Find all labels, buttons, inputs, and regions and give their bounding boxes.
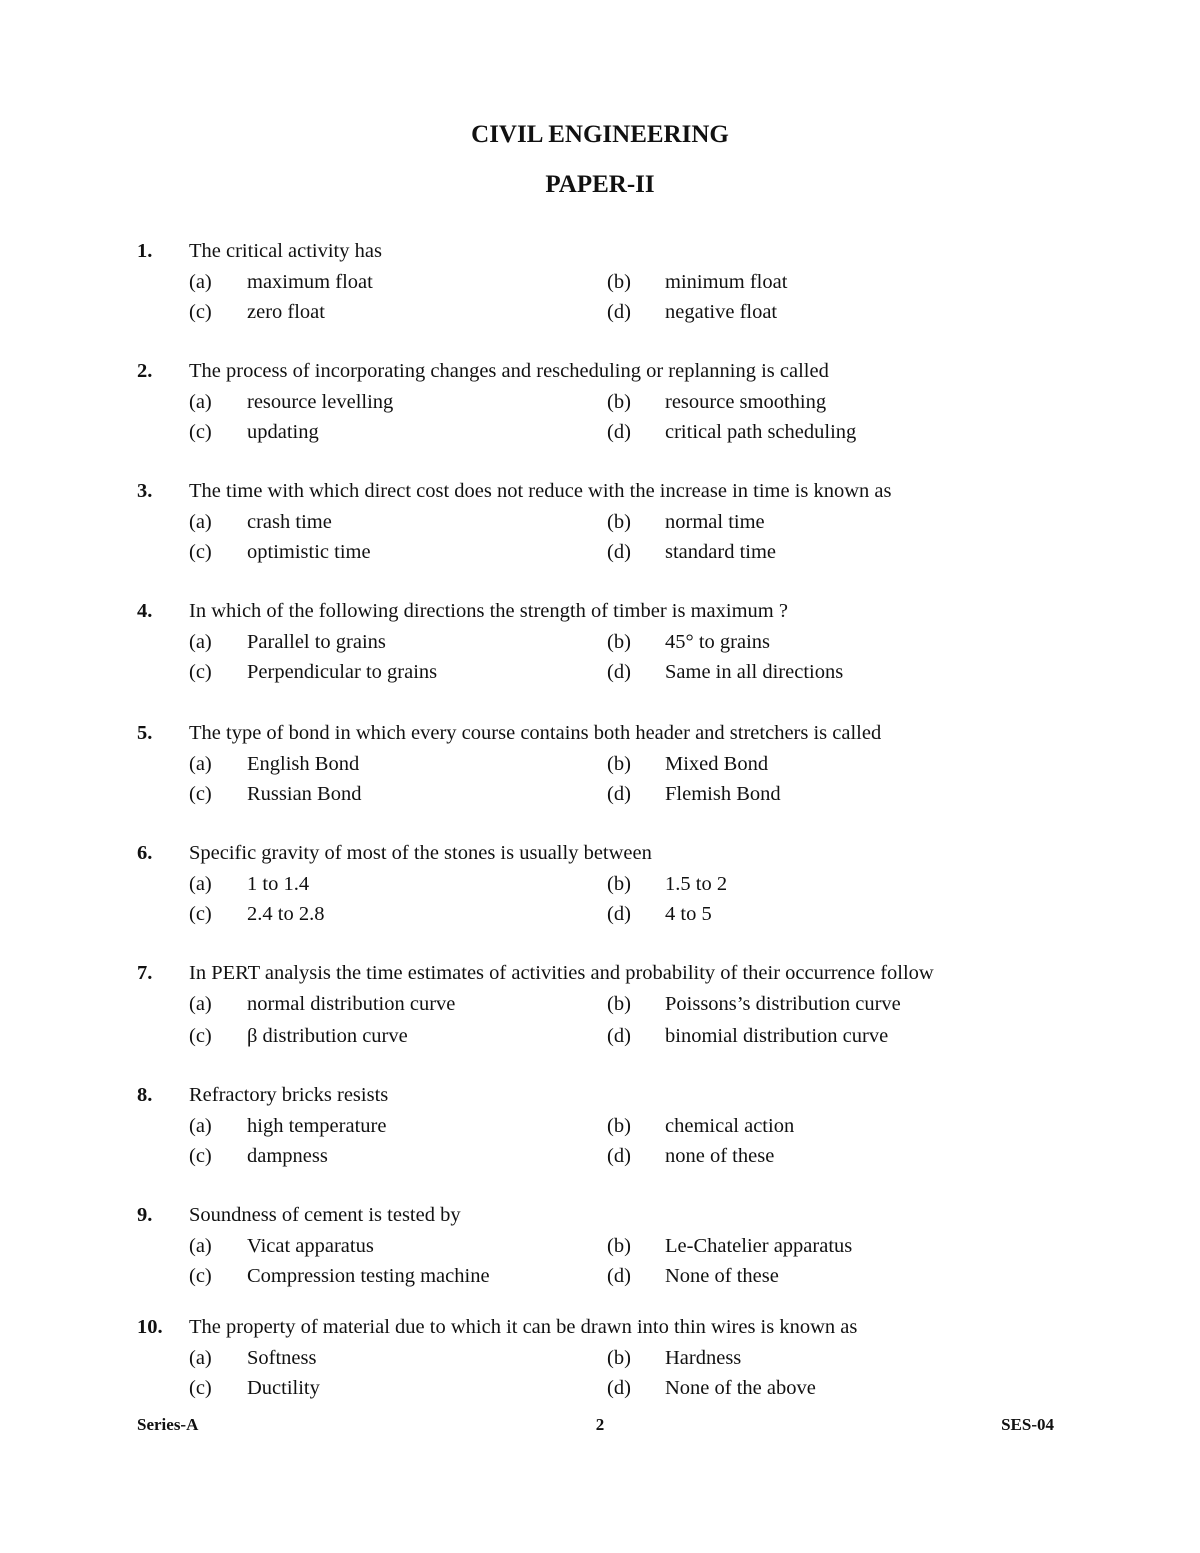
option-text-a: Softness <box>247 1347 317 1369</box>
option-label-b: (b) <box>607 631 631 653</box>
option-text-c: zero float <box>247 301 325 323</box>
option-text-a: Parallel to grains <box>247 631 386 653</box>
option-text-d: Flemish Bond <box>665 783 781 805</box>
option-label-d: (d) <box>607 541 631 563</box>
question-text: The type of bond in which every course contains both header and stretchers is called <box>189 722 882 744</box>
option-text-a: resource levelling <box>247 391 394 413</box>
option-label-c: (c) <box>189 541 212 563</box>
option-label-a: (a) <box>189 993 212 1015</box>
option-label-c: (c) <box>189 1377 212 1399</box>
option-text-a: maximum float <box>247 271 373 293</box>
option-text-c: Perpendicular to grains <box>247 661 438 683</box>
question-number: 10. <box>137 1316 163 1338</box>
option-text-a: English Bond <box>247 753 360 775</box>
question-text: The critical activity has <box>189 240 382 262</box>
option-text-d: negative float <box>665 301 778 323</box>
question-text: Refractory bricks resists <box>189 1084 389 1106</box>
option-text-c: optimistic time <box>247 541 371 563</box>
question-text: The process of incorporating changes and rescheduling or replanning is called <box>189 360 829 382</box>
option-text-c: 2.4 to 2.8 <box>247 903 325 925</box>
question-number: 9. <box>137 1204 153 1226</box>
footer-series: Series-A <box>137 1415 199 1434</box>
question-number: 4. <box>137 600 153 622</box>
option-text-d: standard time <box>665 541 777 563</box>
option-text-d: None of these <box>665 1265 779 1287</box>
question-number: 5. <box>137 722 153 744</box>
option-label-b: (b) <box>607 271 631 293</box>
option-label-d: (d) <box>607 903 631 925</box>
option-label-a: (a) <box>189 1235 212 1257</box>
option-label-b: (b) <box>607 511 631 533</box>
option-label-b: (b) <box>607 391 631 413</box>
option-text-b: Le-Chatelier apparatus <box>665 1235 853 1257</box>
paper-subtitle: PAPER-II <box>545 171 655 198</box>
option-label-b: (b) <box>607 873 631 895</box>
option-text-a: normal distribution curve <box>247 993 456 1015</box>
option-label-c: (c) <box>189 301 212 323</box>
option-label-b: (b) <box>607 753 631 775</box>
question-number: 1. <box>137 240 153 262</box>
option-label-d: (d) <box>607 1145 631 1167</box>
option-text-b: Hardness <box>665 1347 742 1369</box>
option-text-d: none of these <box>665 1145 775 1167</box>
option-label-c: (c) <box>189 1025 212 1047</box>
option-text-b: normal time <box>665 511 765 533</box>
option-label-c: (c) <box>189 783 212 805</box>
option-label-d: (d) <box>607 421 631 443</box>
question-number: 2. <box>137 360 153 382</box>
page-title: CIVIL ENGINEERING <box>471 121 729 148</box>
option-text-c: Russian Bond <box>247 783 362 805</box>
option-label-a: (a) <box>189 1347 212 1369</box>
option-text-d: 4 to 5 <box>665 903 712 925</box>
option-label-a: (a) <box>189 391 212 413</box>
question-text: The property of material due to which it can be drawn into thin wires is known as <box>189 1316 858 1338</box>
option-label-a: (a) <box>189 631 212 653</box>
option-text-c: updating <box>247 421 319 443</box>
option-label-c: (c) <box>189 421 212 443</box>
option-label-a: (a) <box>189 873 212 895</box>
option-text-b: resource smoothing <box>665 391 827 413</box>
question-number: 6. <box>137 842 153 864</box>
footer-page-number: 2 <box>595 1415 605 1434</box>
option-text-d: critical path scheduling <box>665 421 857 443</box>
option-label-d: (d) <box>607 1025 631 1047</box>
footer-code: SES-04 <box>1001 1415 1054 1434</box>
option-label-c: (c) <box>189 1265 212 1287</box>
question-text: The time with which direct cost does not reduce with the increase in time is known as <box>189 480 892 502</box>
option-label-c: (c) <box>189 661 212 683</box>
question-text: Soundness of cement is tested by <box>189 1204 461 1226</box>
option-text-a: crash time <box>247 511 332 533</box>
option-label-b: (b) <box>607 1115 631 1137</box>
option-text-a: 1 to 1.4 <box>247 873 310 895</box>
option-text-d: Same in all directions <box>665 661 844 683</box>
question-text: In which of the following directions the strength of timber is maximum ? <box>189 600 788 622</box>
question-number: 3. <box>137 480 153 502</box>
option-text-a: high temperature <box>247 1115 387 1137</box>
option-text-b: Poissons’s distribution curve <box>665 993 901 1015</box>
option-text-b: Mixed Bond <box>665 753 769 775</box>
option-text-d: None of the above <box>665 1377 816 1399</box>
option-label-a: (a) <box>189 1115 212 1137</box>
option-text-b: 45° to grains <box>665 631 770 653</box>
option-text-b: minimum float <box>665 271 788 293</box>
option-text-b: chemical action <box>665 1115 795 1137</box>
option-label-b: (b) <box>607 993 631 1015</box>
option-label-a: (a) <box>189 271 212 293</box>
option-label-d: (d) <box>607 783 631 805</box>
option-label-a: (a) <box>189 753 212 775</box>
option-label-a: (a) <box>189 511 212 533</box>
option-label-b: (b) <box>607 1347 631 1369</box>
option-text-a: Vicat apparatus <box>247 1235 374 1257</box>
option-label-d: (d) <box>607 1265 631 1287</box>
question-number: 7. <box>137 962 153 984</box>
option-text-c: Compression testing machine <box>247 1265 490 1287</box>
option-label-d: (d) <box>607 1377 631 1399</box>
option-label-b: (b) <box>607 1235 631 1257</box>
option-text-b: 1.5 to 2 <box>665 873 728 895</box>
question-text: In PERT analysis the time estimates of activities and probability of their occurrence follow <box>189 962 934 984</box>
option-label-d: (d) <box>607 661 631 683</box>
option-text-c: Ductility <box>247 1377 320 1399</box>
option-label-c: (c) <box>189 903 212 925</box>
option-label-c: (c) <box>189 1145 212 1167</box>
question-text: Specific gravity of most of the stones is usually between <box>189 842 652 864</box>
option-text-c: β distribution curve <box>247 1025 408 1047</box>
option-text-d: binomial distribution curve <box>665 1025 889 1047</box>
option-text-c: dampness <box>247 1145 328 1167</box>
question-number: 8. <box>137 1084 153 1106</box>
option-label-d: (d) <box>607 301 631 323</box>
